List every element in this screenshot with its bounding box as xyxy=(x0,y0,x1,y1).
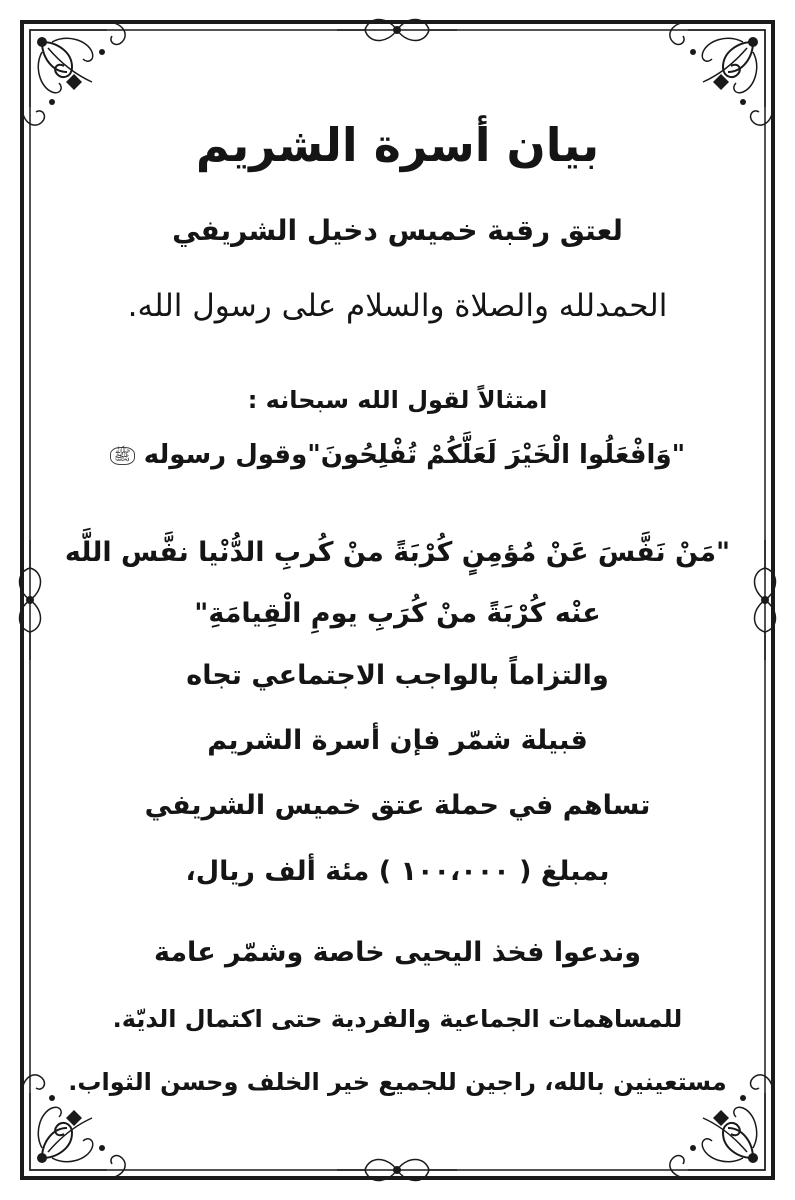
hadith-line: عنْه كُرْبَةً منْ كُرَبِ يومِ الْقِيامَةِ" xyxy=(194,598,601,629)
body-line: تساهم في حملة عتق خميس الشريفي xyxy=(144,790,651,821)
body-line: وندعوا فخذ اليحيى خاصة وشمّر عامة xyxy=(153,937,642,968)
honorific-seal: ﷺ xyxy=(110,447,135,465)
closing-line: مستعينين بالله، راجين للجميع خير الخلف وحسن الثواب. xyxy=(68,1068,727,1096)
ornamental-corner-icon xyxy=(670,22,773,125)
body-line: قبيلة شمّر فإن أسرة الشريم xyxy=(207,725,588,756)
body-line: للمساهمات الجماعية والفردية حتى اكتمال الديّة. xyxy=(112,1005,683,1033)
announcement-title: بيان أسرة الشريم xyxy=(195,118,600,172)
body-line: امتثالاً لقول الله سبحانه : xyxy=(247,386,548,414)
ornamental-corner-icon xyxy=(22,22,125,125)
amount-line: بمبلغ ( ١٠٠،٠٠٠ ) مئة ألف ريال، xyxy=(185,856,610,887)
praise-line: الحمدلله والصلاة والسلام على رسول الله. xyxy=(127,288,668,324)
body-line: والتزاماً بالواجب الاجتماعي تجاه xyxy=(186,660,609,691)
quran-verse-line xyxy=(60,440,735,471)
announcement-subtitle: لعتق رقبة خميس دخيل الشريفي xyxy=(172,214,623,247)
hadith-line: "مَنْ نَفَّسَ عَنْ مُؤمِنٍ كُرْبَةً منْ كُربِ الدُّنْيا نفَّس اللَّه xyxy=(64,537,731,568)
quran-verse-text: "وَافْعَلُوا الْخَيْرَ لَعَلَّكُمْ تُفْلِحُونَ"وقول رسوله xyxy=(143,440,686,470)
